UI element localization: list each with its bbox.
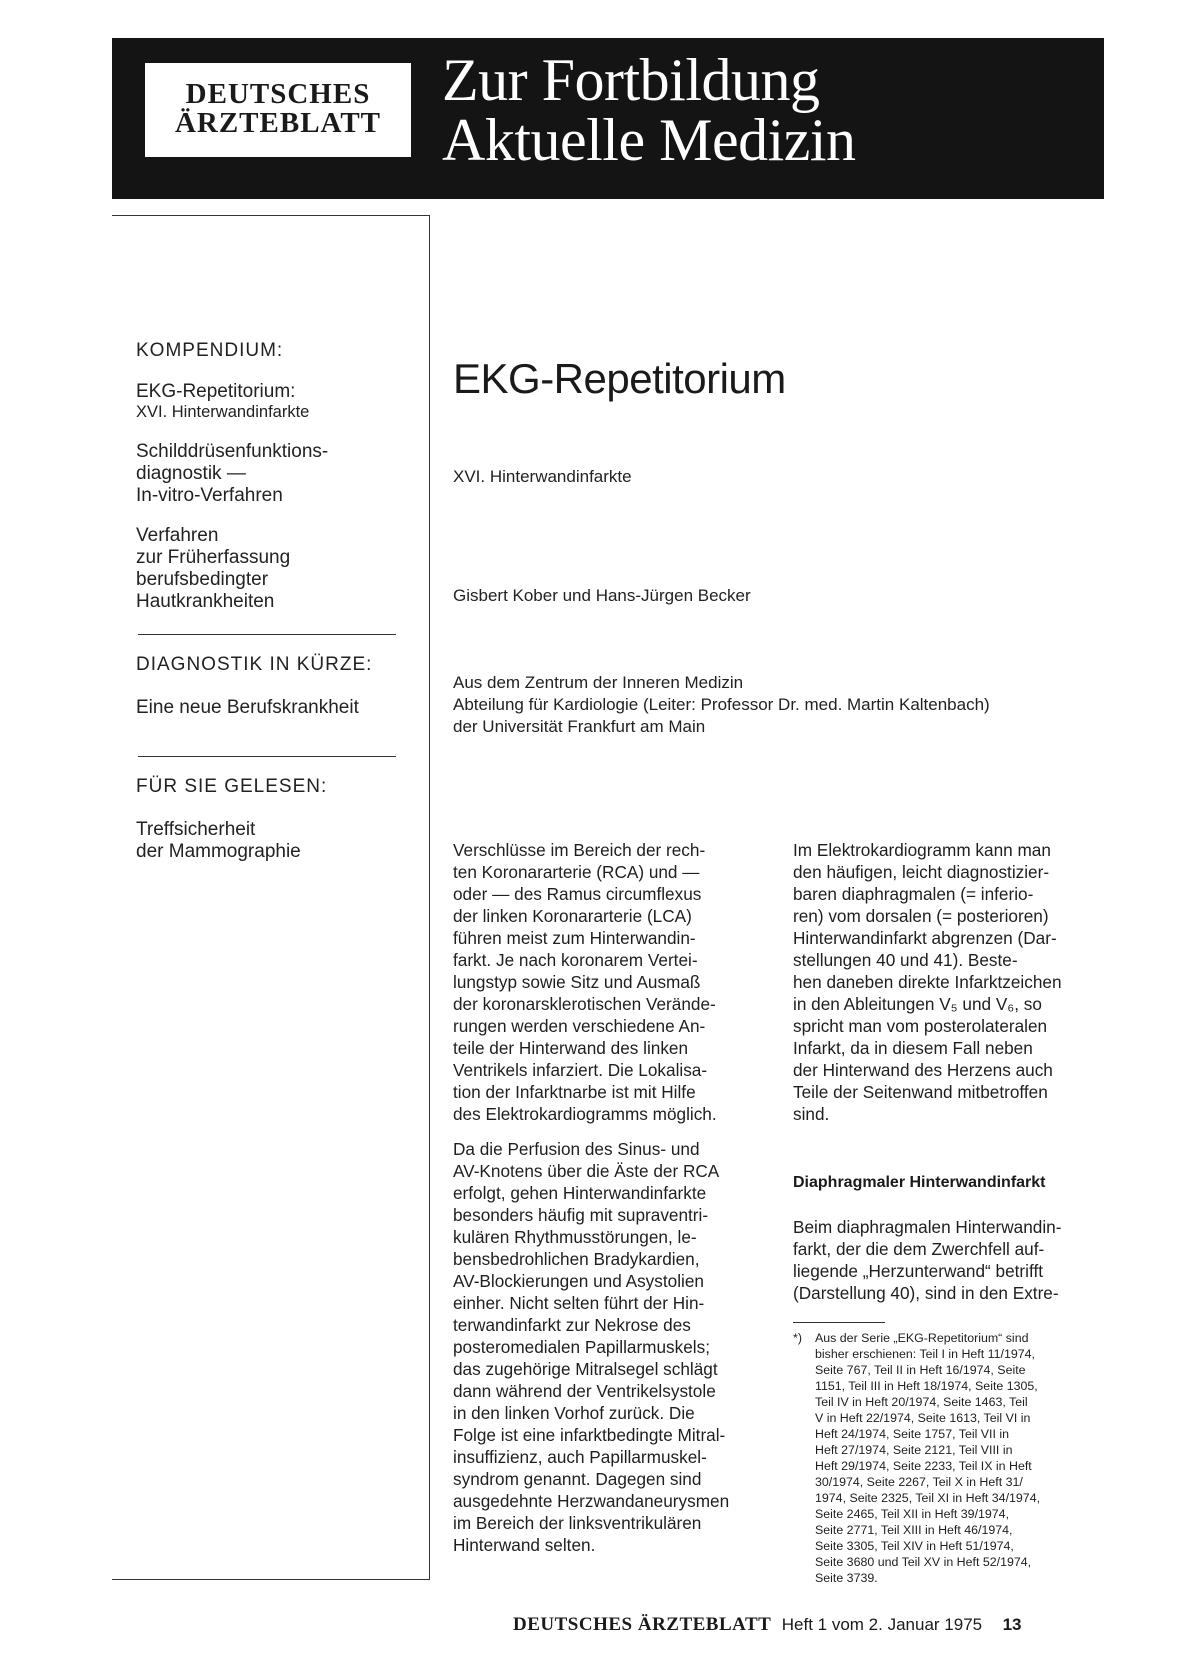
- text-line: Ventrikels infarziert. Die Lokalisa-: [453, 1060, 708, 1080]
- text-line: sind.: [793, 1104, 830, 1124]
- article-authors: Gisbert Kober und Hans-Jürgen Becker: [453, 586, 751, 605]
- text-line: 1151, Teil III in Heft 18/1974, Seite 1305,: [815, 1379, 1038, 1393]
- text-line: erfolgt, gehen Hinterwandinfarkte: [453, 1183, 707, 1203]
- journal-name-line2: ÄRZTEBLATT: [174, 107, 382, 139]
- text-line: AV-Blockierungen und Asystolien: [453, 1271, 704, 1291]
- sidebar-divider: [138, 756, 396, 757]
- sidebar-heading-kompendium: KOMPENDIUM:: [136, 340, 284, 361]
- column-1-paragraph-1: [453, 839, 763, 1125]
- text-line: bisher erschienen: Teil I in Heft 11/1974,: [815, 1347, 1035, 1361]
- text-line: bensbedrohlichen Bradykardien,: [453, 1249, 700, 1269]
- text-line: (Darstellung 40), sind in den Extre-: [793, 1283, 1059, 1303]
- text-line: posteromedialen Papillarmuskels;: [453, 1337, 710, 1357]
- text-line: Heft 27/1974, Seite 2121, Teil VIII in: [815, 1443, 1013, 1457]
- journal-masthead: [142, 60, 414, 160]
- text-line: 1974, Seite 2325, Teil XI in Heft 34/1974,: [815, 1491, 1041, 1505]
- text-line: oder — des Ramus circumflexus: [453, 884, 702, 904]
- footnote-mark: *): [793, 1331, 802, 1345]
- text-line: farkt, der die dem Zwerchfell auf-: [793, 1239, 1045, 1259]
- text-line: Teile der Seitenwand mitbetroffen: [793, 1082, 1048, 1102]
- article-title: EKG-Repetitorium: [453, 355, 786, 402]
- footer-issue: Heft 1 vom 2. Januar 1975: [781, 1615, 983, 1634]
- text-line: lungstyp sowie Sitz und Ausmaß: [453, 972, 701, 992]
- text-line: dann während der Ventrikelsystole: [453, 1381, 716, 1401]
- footnote-text: [793, 1330, 1103, 1586]
- text-line: spricht man vom posterolateralen: [793, 1016, 1048, 1036]
- text-line: farkt. Je nach koronarem Vertei-: [453, 950, 698, 970]
- column-2-paragraph-1: [793, 839, 1103, 1125]
- sidebar-item-mammographie-line1: Treffsicherheit: [136, 819, 256, 840]
- text-line: terwandinfarkt zur Nekrose des: [453, 1315, 691, 1335]
- text-line: besonders häufig mit supraventri-: [453, 1205, 709, 1225]
- text-line: in den Ableitungen V₅ und V₆, so: [793, 994, 1042, 1014]
- text-line: 30/1974, Seite 2267, Teil X in Heft 31/: [815, 1475, 1023, 1489]
- sidebar-heading-gelesen: FÜR SIE GELESEN:: [136, 776, 328, 797]
- sidebar-item-ekg-line1: EKG-Repetitorium:: [136, 381, 296, 402]
- text-line: das zugehörige Mitralsegel schlägt: [453, 1359, 718, 1379]
- sidebar-item-schilddruese-line3: In-vitro-Verfahren: [136, 485, 283, 506]
- sidebar-item-verfahren-line1: Verfahren: [136, 525, 219, 546]
- text-line: der linken Koronararterie (LCA): [453, 906, 692, 926]
- text-line: einher. Nicht selten führt der Hin-: [453, 1293, 705, 1313]
- section-title: [442, 47, 856, 173]
- text-line: Aus der Serie „EKG-Repetitorium“ sind: [815, 1331, 1029, 1345]
- text-line: syndrom genannt. Dagegen sind: [453, 1469, 702, 1489]
- article-subtitle: XVI. Hinterwandinfarkte: [453, 467, 632, 486]
- sidebar-item-berufskrankheit: Eine neue Berufskrankheit: [136, 697, 359, 718]
- text-line: stellungen 40 und 41). Beste-: [793, 950, 1018, 970]
- column-2-paragraph-2: [793, 1216, 1103, 1304]
- footnote: [793, 1330, 1103, 1586]
- text-line: Seite 2771, Teil XIII in Heft 46/1974,: [815, 1523, 1013, 1537]
- page-footer: [513, 1614, 1021, 1636]
- section-title-line2: Aktuelle Medizin: [442, 107, 856, 173]
- text-line: Verschlüsse im Bereich der rech-: [453, 840, 706, 860]
- column-1-paragraph-2: [453, 1138, 763, 1556]
- text-line: ausgedehnte Herzwandaneurysmen: [453, 1491, 730, 1511]
- text-line: Seite 2465, Teil XII in Heft 39/1974,: [815, 1507, 1010, 1521]
- text-line: Im Elektrokardiogramm kann man: [793, 840, 1051, 860]
- text-line: teile der Hinterwand des linken: [453, 1038, 689, 1058]
- text-line: Da die Perfusion des Sinus- und: [453, 1139, 700, 1159]
- text-line: ten Koronararterie (RCA) und —: [453, 862, 700, 882]
- sidebar-item-ekg-line2: XVI. Hinterwandinfarkte: [136, 403, 310, 421]
- section-title-line1: Zur Fortbildung: [442, 47, 820, 113]
- text-line: in den linken Vorhof zurück. Die: [453, 1403, 695, 1423]
- text-line: Heft 29/1974, Seite 2233, Teil IX in Heft: [815, 1459, 1032, 1473]
- text-line: Seite 3739.: [815, 1571, 878, 1585]
- text-line: V in Heft 22/1974, Seite 1613, Teil VI in: [815, 1411, 1031, 1425]
- text-line: Seite 767, Teil II in Heft 16/1974, Seite: [815, 1363, 1026, 1377]
- text-line: Seite 3680 und Teil XV in Heft 52/1974,: [815, 1555, 1032, 1569]
- text-line: führen meist zum Hinterwandin-: [453, 928, 696, 948]
- contents-sidebar: [112, 215, 430, 1580]
- text-line: Hinterwand selten.: [453, 1535, 596, 1555]
- text-line: hen daneben direkte Infarktzeichen: [793, 972, 1062, 992]
- sidebar-heading-diagnostik: DIAGNOSTIK IN KÜRZE:: [136, 654, 373, 675]
- journal-name-line1: DEUTSCHES: [185, 78, 371, 110]
- text-line: der koronarsklerotischen Verände-: [453, 994, 716, 1014]
- sidebar-item-verfahren-line2: zur Früherfassung: [136, 547, 291, 568]
- text-line: Beim diaphragmalen Hinterwandin-: [793, 1217, 1062, 1237]
- sidebar-item-verfahren-line3: berufsbedingter: [136, 569, 269, 590]
- text-line: der Hinterwand des Herzens auch: [793, 1060, 1053, 1080]
- text-line: Teil IV in Heft 20/1974, Seite 1463, Teil: [815, 1395, 1028, 1409]
- text-line: rungen werden verschiedene An-: [453, 1016, 706, 1036]
- text-line: Seite 3305, Teil XIV in Heft 51/1974,: [815, 1539, 1014, 1553]
- sidebar-item-mammographie-line2: der Mammographie: [136, 841, 301, 862]
- sidebar-item-schilddruese-line1: Schilddrüsenfunktions-: [136, 441, 329, 462]
- text-line: AV-Knotens über die Äste der RCA: [453, 1161, 720, 1181]
- text-line: Infarkt, da in diesem Fall neben: [793, 1038, 1033, 1058]
- section-subheading: Diaphragmaler Hinterwandinfarkt: [793, 1174, 1046, 1191]
- page-number: 13: [1002, 1615, 1022, 1634]
- text-line: des Elektrokardiogramms möglich.: [453, 1104, 717, 1124]
- sidebar-item-schilddruese-line2: diagnostik —: [136, 463, 246, 484]
- affiliation-line3: der Universität Frankfurt am Main: [453, 717, 706, 736]
- text-line: baren diaphragmalen (= inferio-: [793, 884, 1034, 904]
- footnote-rule: [793, 1322, 885, 1323]
- sidebar-item-verfahren-line4: Hautkrankheiten: [136, 591, 275, 612]
- affiliation-line2: Abteilung für Kardiologie (Leiter: Professor Dr. med. Martin Kaltenbach): [453, 695, 990, 714]
- text-line: den häufigen, leicht diagnostizier-: [793, 862, 1050, 882]
- sidebar-divider: [138, 634, 396, 635]
- header-banner: [112, 38, 1104, 199]
- text-line: ren) vom dorsalen (= posterioren): [793, 906, 1049, 926]
- text-line: liegende „Herzunterwand“ betrifft: [793, 1261, 1043, 1281]
- text-line: insuffizienz, auch Papillarmuskel-: [453, 1447, 707, 1467]
- text-line: kulären Rhythmusstörungen, le-: [453, 1227, 697, 1247]
- text-line: Heft 24/1974, Seite 1757, Teil VII in: [815, 1427, 1010, 1441]
- text-line: tion der Infarktnarbe ist mit Hilfe: [453, 1082, 696, 1102]
- text-line: Hinterwandinfarkt abgrenzen (Dar-: [793, 928, 1057, 948]
- text-line: im Bereich der linksventrikulären: [453, 1513, 702, 1533]
- text-line: Folge ist eine infarktbedingte Mitral-: [453, 1425, 726, 1445]
- footer-journal: DEUTSCHES ÄRZTEBLATT: [513, 1614, 772, 1635]
- affiliation-line1: Aus dem Zentrum der Inneren Medizin: [453, 673, 744, 692]
